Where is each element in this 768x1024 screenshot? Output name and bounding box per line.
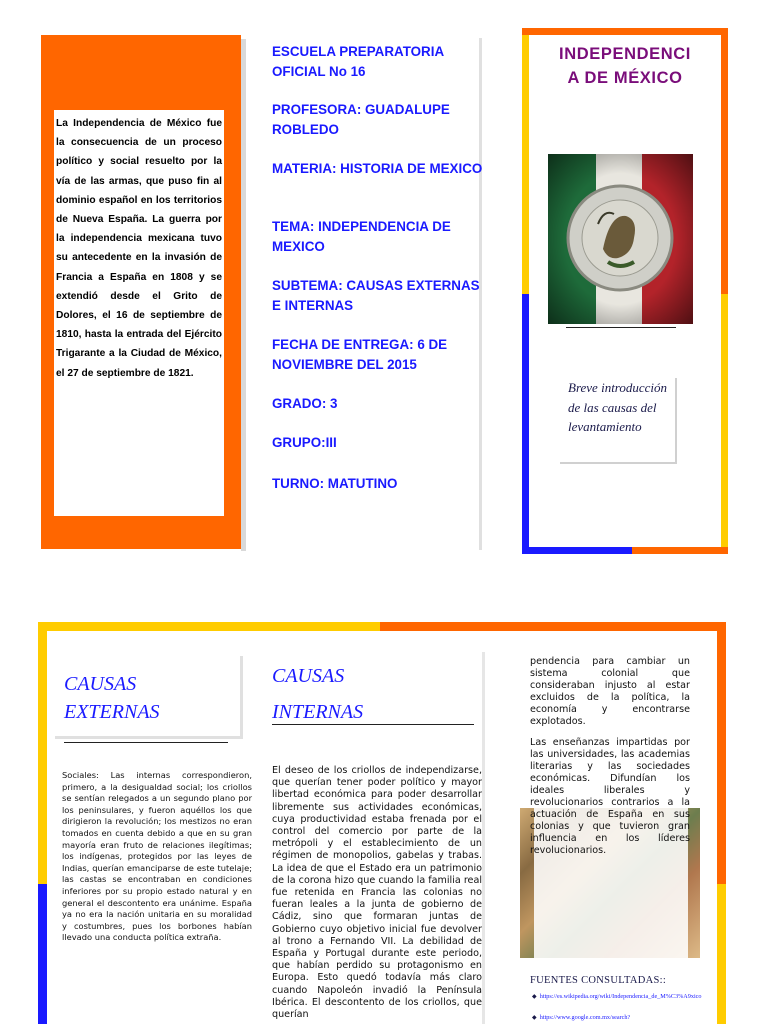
- frame-bar: [38, 884, 47, 1024]
- cover-subtitle: Breve introducción de las causas del levantamiento: [568, 380, 668, 434]
- subtopic: SUBTEMA: CAUSAS EXTERNAS E INTERNAS: [272, 278, 480, 313]
- flag-graphic: [548, 154, 693, 324]
- frame-bar: [632, 547, 728, 554]
- cover-title: [540, 42, 710, 90]
- heading-line: EXTERNAS: [64, 701, 160, 723]
- cover-title-line1: INDEPENDENCI: [559, 45, 691, 63]
- internal-causes-heading: [262, 652, 482, 730]
- bullet-diamond-icon: ◆: [532, 1014, 537, 1021]
- frame-bar: [522, 547, 632, 554]
- external-causes-heading-box: [55, 656, 243, 739]
- subject: MATERIA: HISTORIA DE MEXICO: [272, 161, 483, 176]
- source-link[interactable]: https://es.wikipedia.org/wiki/Independencia_de_M%C3%A9xico: [539, 993, 702, 1000]
- bullet-diamond-icon: ◆: [532, 993, 537, 1000]
- frame-bar: [38, 622, 380, 631]
- frame-bar: [717, 622, 726, 884]
- continued-text: pendencia para cambiar un sistema colonial que consideraban injusto al estar excluidos de la política, la economía y encontrarse explotados.: [530, 656, 690, 727]
- sources-title: FUENTES CONSULTADAS::: [530, 975, 667, 986]
- group: GRUPO:III: [272, 435, 337, 450]
- source-link[interactable]: https://www.google.com.mx/search?: [539, 1014, 631, 1021]
- teachings-text: Las enseñanzas impartidas por las universidades, las academias literarias y las sociedades económicas. Difundían los ideales liberales y revolucionarios contrarios a la actuación de España en sus colonias y que tuvieron gran influencia en los líderes revolucionarios.: [530, 737, 690, 856]
- topic: TEMA: INDEPENDENCIA DE MEXICO: [272, 219, 451, 254]
- school-name: ESCUELA PREPARATORIA OFICIAL No 16: [272, 44, 444, 79]
- panel-shadow: [241, 39, 246, 551]
- cover-title-line2: A DE MÉXICO: [567, 69, 683, 87]
- frame-bar: [380, 622, 726, 631]
- frame-bar: [522, 294, 529, 554]
- internal-causes-text: El deseo de los criollos de independizarse, que querían tener poder político y mayor libertad económica para poder desarrollar libremente sus actividades económicas, cuya productividad estaba frenada por el control del comercio por parte de la metrópoli y el establecimiento de un régimen de monopolios, gabelas y trabas. La idea de que el Estado era un patrimonio de la corona hizo que cuando la familia real fue retenida en Francia las colonias no fueran leales a la junta de gobierno de Cádiz, sino que formaran juntas de Gobierno cuyo objetivo inicial fue devolver al trono a Fernando VII. La debilidad de España y Portugal durante este periodo, que habían perdido su protagonismo en Europa. Esto quedó todavía más claro cuando Napoleón invadió la Península Ibérica. El descontento de los criollos, que querían: [272, 765, 482, 1021]
- shift: TURNO: MATUTINO: [272, 476, 398, 491]
- intro-text-box: [54, 110, 224, 516]
- heading-line: CAUSAS: [272, 665, 345, 687]
- image-underline: [566, 327, 676, 328]
- frame-bar: [717, 884, 726, 1024]
- heading-underline: [272, 724, 474, 725]
- frame-bar: [522, 28, 728, 35]
- frame-bar: [721, 28, 728, 294]
- frame-bar: [38, 622, 47, 884]
- intro-paragraph: La Independencia de México fue la consecuencia de un proceso político y social resuelto por la vía de las armas, que puso fin al dominio español en los territorios de Nueva España. La guerra por la independencia mexicana tuvo su antecedente en la invasión de Francia a España en 1808 y se extendió desde el Grito de Dolores, el 16 de septiembre de 1810, hasta la entrada del Ejército Trigarante a la Ciudad de México, el 27 de septiembre de 1821.: [56, 118, 222, 379]
- grade: GRADO: 3: [272, 396, 338, 411]
- cover-subtitle-box: [560, 378, 677, 464]
- frame-bar: [721, 294, 728, 554]
- external-causes-text: Sociales: Las internas correspondieron, primero, a la desigualdad social; los criollos se sentían relegados a un segundo plano por los peninsulares, y fueron aquéllos los que dirigieron la revolución; los mestizos no eran tomados en cuenta debido a que en su gran mayoría eran fruto de relaciones ilegítimas; los indígenas, protegidos por las leyes de Indias, querían emanciparse de este tutelaje; las castas se encontraban en condiciones inferiores por su propio estado natural y en general el descontento era unánime. España ya no era la nación unitaria en su moralidad y costumbres, pues los borbones habían llevado una conducta política extraña.: [62, 770, 252, 943]
- heading-line: INTERNAS: [272, 701, 364, 723]
- heading-line: CAUSAS: [64, 673, 137, 695]
- source-item[interactable]: [532, 1014, 712, 1022]
- school-info-panel: [262, 38, 482, 550]
- external-causes-heading: [55, 656, 240, 726]
- frame-bar: [522, 28, 529, 294]
- heading-underline: [64, 742, 228, 743]
- teacher-name: PROFESORA: GUADALUPE ROBLEDO: [272, 102, 450, 137]
- source-item[interactable]: [532, 993, 712, 1001]
- mexico-flag-image: [548, 154, 693, 324]
- due-date: FECHA DE ENTREGA: 6 DE NOVIEMBRE DEL 2015: [272, 337, 448, 372]
